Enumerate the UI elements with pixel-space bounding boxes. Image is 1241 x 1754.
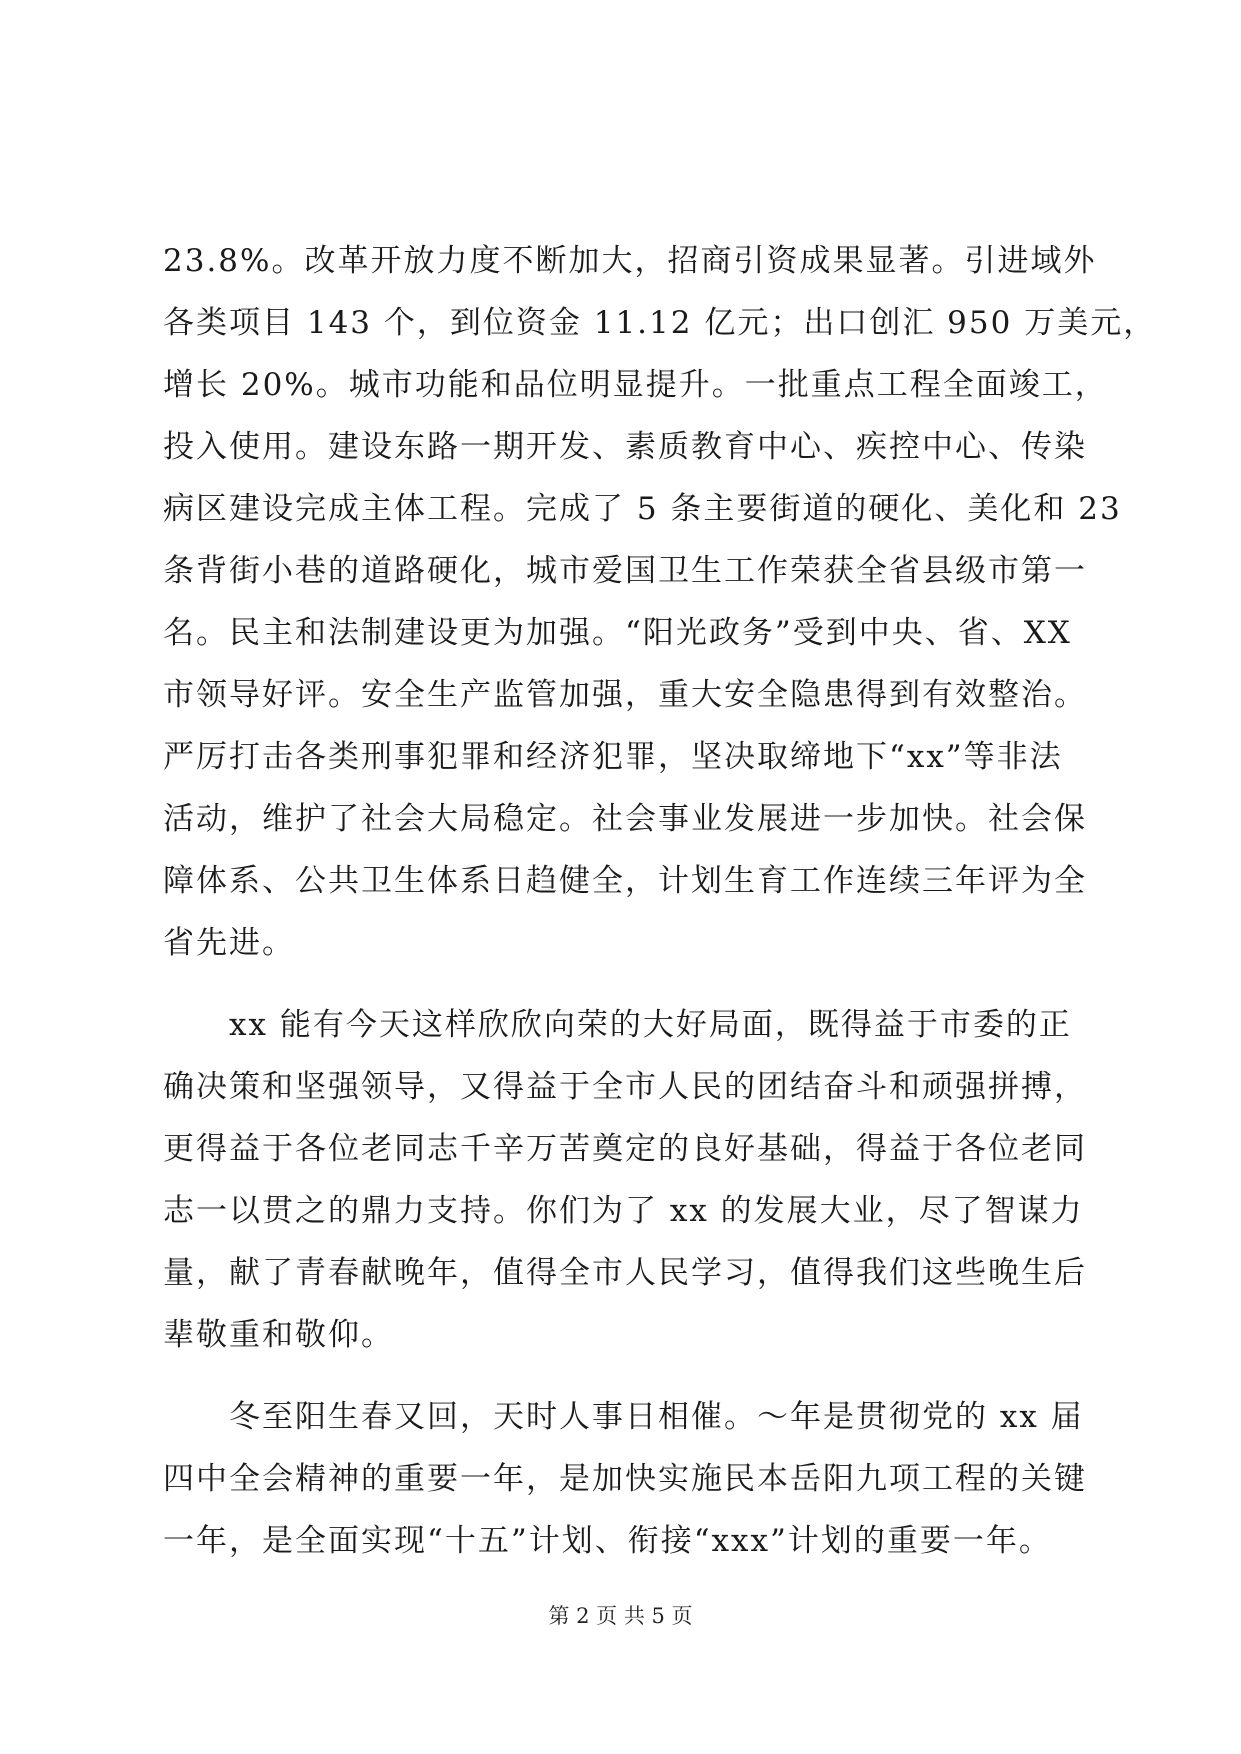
- paragraph-1: [163, 230, 1157, 974]
- text-line: 四中全会精神的重要一年，是加快实施民本岳阳九项工程的关键: [163, 1461, 1087, 1497]
- text-line: 严厉打击各类刑事犯罪和经济犯罪，坚决取缔地下“xx”等非法: [163, 739, 1063, 775]
- text-line: 确决策和坚强领导，又得益于全市人民的团结奋斗和顽强拼搏，: [163, 1069, 1087, 1105]
- body-text: [163, 230, 1157, 1572]
- text-line: 增长 20%。城市功能和品位明显提升。一批重点工程全面竣工，: [163, 367, 1108, 403]
- text-line: 病区建设完成主体工程。完成了 5 条主要街道的硬化、美化和 23: [163, 491, 1122, 527]
- text-line: 投入使用。建设东路一期开发、素质教育中心、疾控中心、传染: [163, 429, 1087, 465]
- text-line: 更得益于各位老同志千辛万苦奠定的良好基础，得益于各位老同: [163, 1131, 1087, 1167]
- text-line: 省先进。: [163, 925, 295, 961]
- text-line: 辈敬重和敬仰。: [163, 1317, 394, 1353]
- paragraph-gap: [163, 1366, 1083, 1386]
- text-line: xx 能有今天这样欣欣向荣的大好局面，既得益于市委的正: [229, 1007, 1072, 1043]
- text-line: 障体系、公共卫生体系日趋健全，计划生育工作连续三年评为全: [163, 863, 1087, 899]
- text-line: 各类项目 143 个，到位资金 11.12 亿元；出口创汇 950 万美元，: [163, 305, 1157, 341]
- text-line: 量，献了青春献晚年，值得全市人民学习，值得我们这些晚生后: [163, 1255, 1087, 1291]
- text-line: 市领导好评。安全生产监管加强，重大安全隐患得到有效整治。: [163, 677, 1087, 713]
- paragraph-3: [163, 1386, 1087, 1572]
- text-line: 活动，维护了社会大局稳定。社会事业发展进一步加快。社会保: [163, 801, 1087, 837]
- text-line: 23.8%。改革开放力度不断加大，招商引资成果显著。引进域外: [163, 243, 1097, 279]
- paragraph-gap: [163, 974, 1083, 994]
- page-number-footer: 第 2 页 共 5 页: [548, 1604, 693, 1628]
- text-line: 名。民主和法制建设更为加强。“阳光政务”受到中央、省、XX: [163, 615, 1072, 651]
- text-line: 志一以贯之的鼎力支持。你们为了 xx 的发展大业，尽了智谋力: [163, 1193, 1084, 1229]
- text-line: 条背街小巷的道路硬化，城市爱国卫生工作荣获全省县级市第一: [163, 553, 1087, 589]
- paragraph-2: [163, 994, 1087, 1366]
- text-line: 冬至阳生春又回，天时人事日相催。～年是贯彻党的 xx 届: [229, 1399, 1084, 1435]
- text-line: 一年，是全面实现“十五”计划、衔接“xxx”计划的重要一年。: [163, 1523, 1052, 1559]
